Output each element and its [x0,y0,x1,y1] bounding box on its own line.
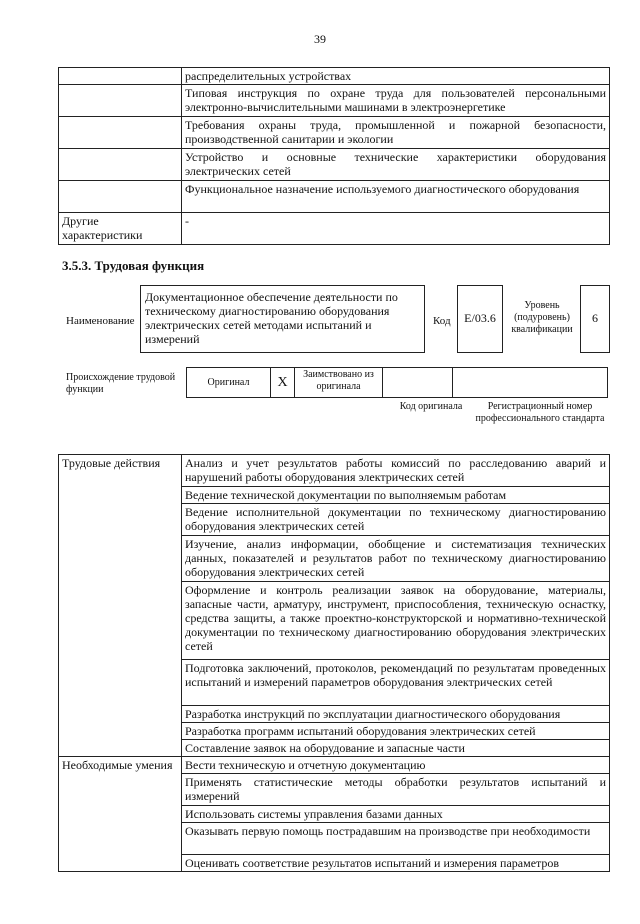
top-row-text: Требования охраны труда, промышленной и пожарной безопасности, производственной санитарии и экологии [182,117,610,149]
labor-actions-label: Трудовые действия [59,455,182,757]
skills-label: Необходимые умения [59,757,182,872]
reg-caption: Регистрационный номер профессионального стандарта [475,401,605,424]
origin-table [186,367,608,398]
top-row-label [59,149,182,181]
labor-action-item: Подготовка заключений, протоколов, рекомендаций по результатам проведенных испытаний и измерений параметров оборудования электрических сетей [182,660,610,706]
level-label: Уровень (подуровень) квалификации [511,300,573,335]
top-row-label [59,68,182,85]
original-mark: X [271,368,295,398]
original-label: Оригинал [187,368,271,398]
skill-item: Применять статистические методы обработки результатов испытаний и измерений [182,774,610,806]
page-number: 39 [314,32,326,46]
other-characteristics-label: Другие характеристики [59,213,182,245]
code-label: Код [433,315,451,327]
skill-item: Оказывать первую помощь пострадавшим на производстве при необходимости [182,823,610,855]
original-code-cell [383,368,453,398]
top-row-text: распределительных устройствах [182,68,610,85]
origin-label: Происхождение трудовой функции [66,372,176,395]
skill-item: Оценивать соответствие результатов испытаний и измерения параметров [182,855,610,872]
labor-table [58,454,610,872]
code-box [457,285,503,353]
code-value: E/03.6 [464,311,496,325]
name-value: Документационное обеспечение деятельности по техническому диагностированию оборудования электрических сетей методами испытаний и измерений [145,290,398,346]
labor-action-item: Разработка программ испытаний оборудования электрических сетей [182,723,610,740]
labor-action-item: Изучение, анализ информации, обобщение и систематизация технических данных, показателей и результатов работ по техническому диагностированию оборудования электрических сетей [182,536,610,582]
skill-item: Использовать системы управления базами данных [182,806,610,823]
section-heading: 3.5.3. Трудовая функция [62,258,205,273]
labor-action-item: Составление заявок на оборудование и запасные части [182,740,610,757]
name-box [140,285,425,353]
skill-item: Вести техническую и отчетную документацию [182,757,610,774]
code-caption: Код оригинала [399,401,463,412]
other-characteristics-value: - [182,213,610,245]
name-label: Наименование [66,315,135,327]
reg-number-cell [453,368,608,398]
labor-action-item: Оформление и контроль реализации заявок на оборудование, материалы, запасные части, арматуру, инструмент, приспособления, техническую оснастку, средства защиты, а также проектно-конструкторской и нормативно-технической документации по техническому диагностированию оборудования электрических сетей [182,582,610,660]
labor-action-item: Ведение технической документации по выполняемым работам [182,487,610,504]
top-row-label [59,117,182,149]
level-value: 6 [592,311,598,325]
level-box [580,285,610,353]
top-row-label [59,181,182,213]
labor-action-item: Ведение исполнительной документации по техническому диагностированию оборудования электрических сетей [182,504,610,536]
borrowed-label: Заимствовано из оригинала [295,368,383,398]
top-row-label [59,85,182,117]
top-row-text: Типовая инструкция по охране труда для пользователей персональными электронно-вычислительными машинами в электроэнергетике [182,85,610,117]
labor-action-item: Разработка инструкций по эксплуатации диагностического оборудования [182,706,610,723]
top-row-text: Функциональное назначение используемого диагностического оборудования [182,181,610,213]
top-table [58,67,610,245]
top-row-text: Устройство и основные технические характеристики оборудования электрических сетей [182,149,610,181]
labor-action-item: Анализ и учет результатов работы комиссий по расследованию аварий и нарушений работы оборудования электрических сетей [182,455,610,487]
